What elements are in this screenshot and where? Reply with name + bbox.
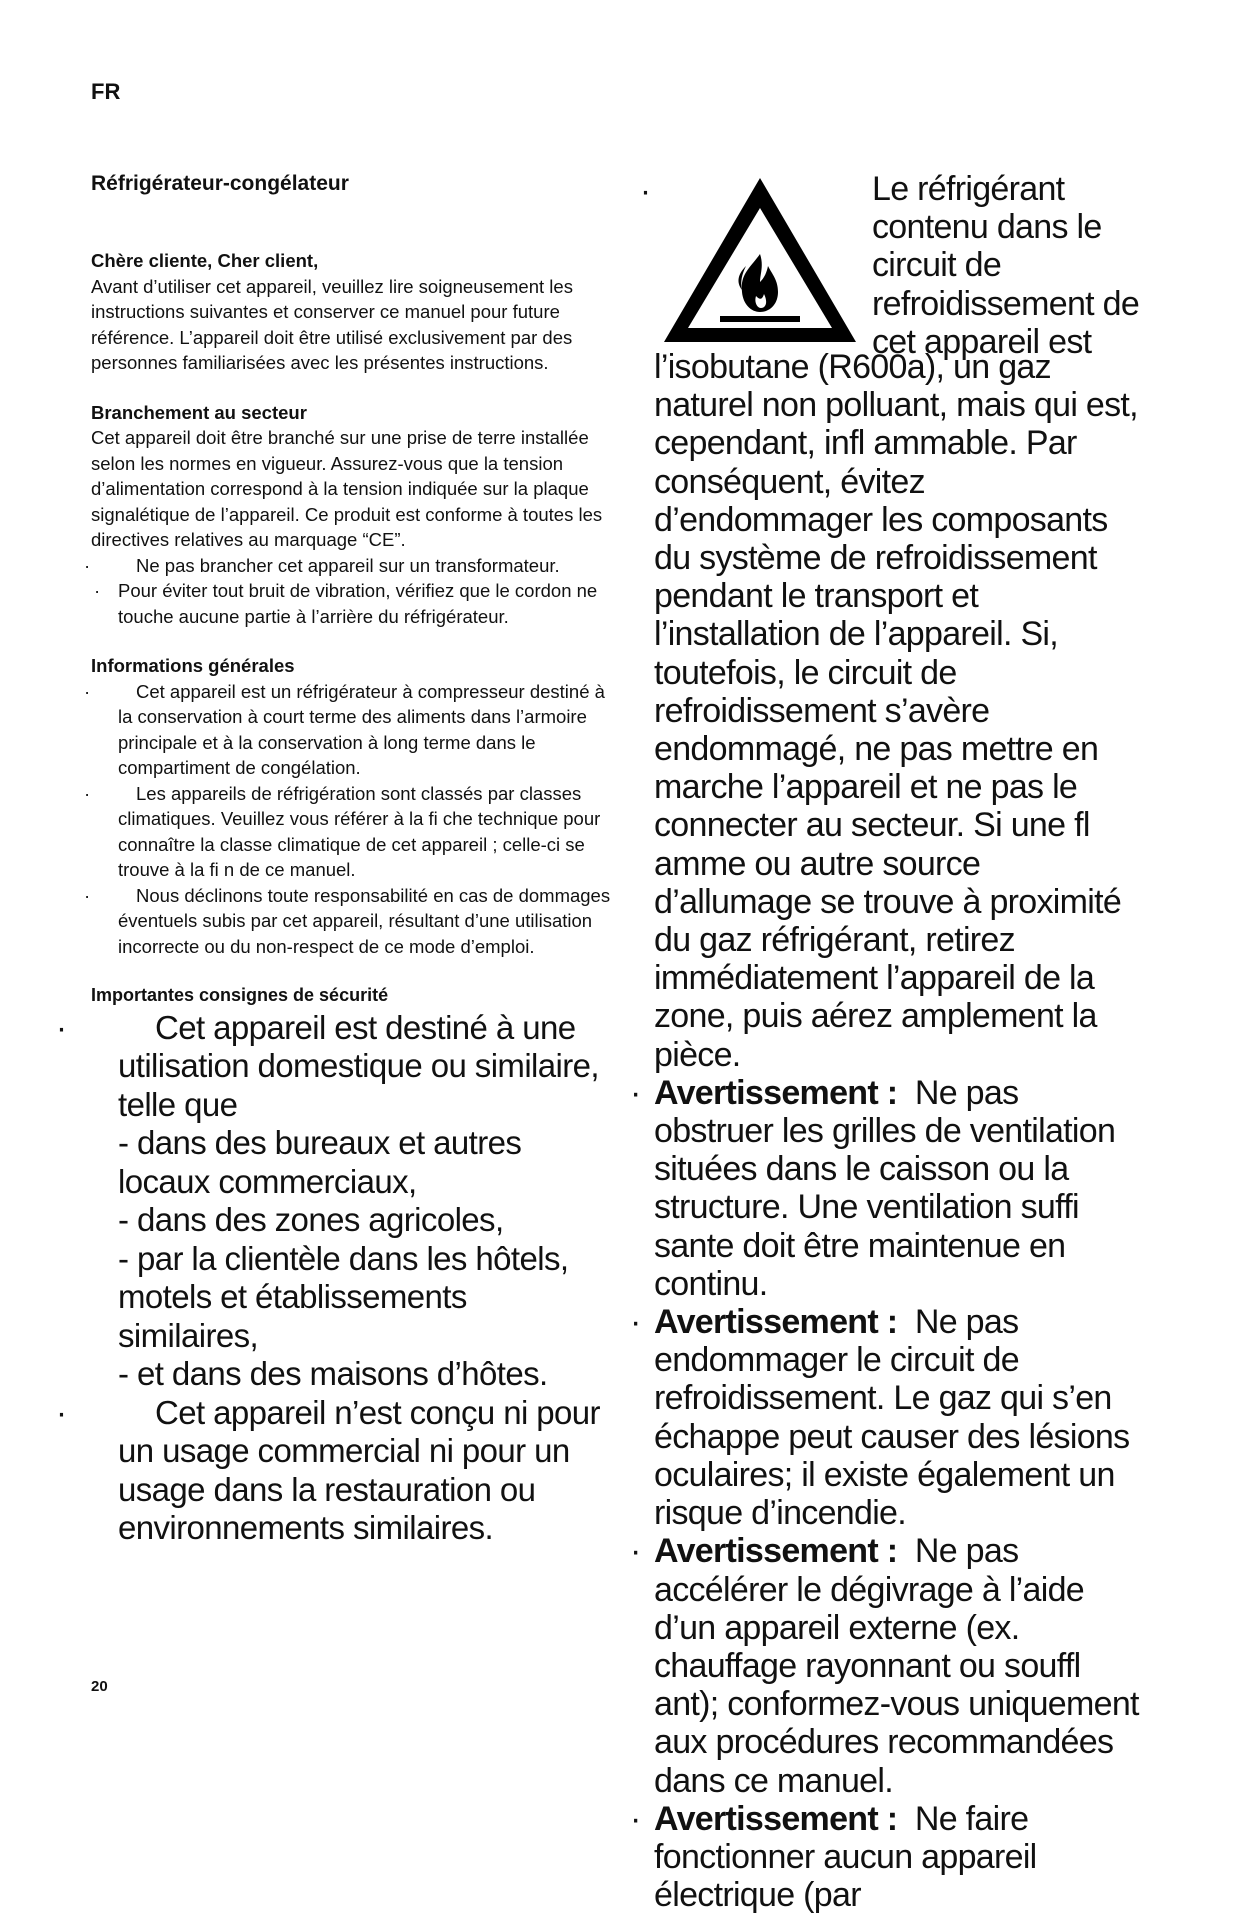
section-heading-securite: Importantes consignes de sécurité [91,985,389,1005]
section-heading-branchement: Branchement au secteur [91,401,307,423]
warning-item: · Avertissement : Ne faire fonctionner aucun appareil électrique (par [630,1799,1037,1914]
list-item: · Nous déclinons toute responsabilité en cas de dommages éventuels subis par cet appareil, résultant d’une utilisation incorrecte ou du non-respect de ce mode d’emploi. [84,884,611,957]
informations-list [84,679,611,960]
warning-item: · Avertissement : Ne pas obstruer les grilles de ventilation situées dans le caisson ou la structure. Une ventilation suffi sante doit être maintenue en continu. [630,1073,1116,1303]
sub-item: - par la clientèle dans les hôtels, motels et établissements similaires, [118,1239,569,1354]
list-item: · Cet appareil est un réfrigérateur à compresseur destiné à la conservation à court terme des aliments dans l’armoire principale et à la conservation à long terme dans le compartiment de congélation. [84,680,605,778]
list-item: · Pour éviter tout bruit de vibration, vérifiez que le cordon ne touche aucune partie à l’arrière du réfrigérateur. [94,580,598,627]
warning-item: · Avertissement : Ne pas accélérer le dégivrage à l’aide d’un appareil externe (ex. chauffage rayonnant ou souffl ant); conformez-vous uniquement aux procédures recommandées dans ce manuel. [630,1532,1139,1800]
list-item: · Cet appareil n’est conçu ni pour un usage commercial ni pour un usage dans la restauration ou environnements similaires. [56,1393,600,1546]
intro-paragraph: Avant d’utiliser cet appareil, veuillez lire soigneusement les instructions suivantes et conserver ce manuel pour future référence. L’appareil doit être utilisé exclusivement par des personnes familiarisées avec les présentes instructions. [91,275,573,373]
sub-item: - dans des bureaux et autres locaux commerciaux, [118,1124,522,1200]
securite-list [56,1008,611,1548]
sub-item: - dans des zones agricoles, [118,1201,504,1238]
section-heading-informations: Informations générales [91,655,295,676]
warning-intro: Le réfrigérant contenu dans le circuit de refroidissement de cet appareil est [872,170,1140,361]
branchement-paragraph: Cet appareil doit être branché sur une prise de terre installée selon les normes en vigueur. Assurez-vous que la tension d’alimentation correspond à la tension indiquée sur la plaque signalétique de l’appareil. Ce produit est conforme à toutes les directives relatives au marquage “CE”. [91,427,603,550]
warnings-list [630,1073,1140,1914]
warning-body: l’isobutane (R600a), un gaz naturel non polluant, mais qui est, cependant, infl ammable. Par conséquent, évitez d’endommager les composants du système de refroidissement pendant le transport et l’installation de l’appareil. Si, toutefois, le circuit de refroidissement s’avère endommagé, ne pas mettre en marche l’appareil et ne pas le connecter au secteur. Si une fl amme ou autre source d’allumage se trouve à proximité du gaz réfrigérant, retirez immédiatement l’appareil de la zone, puis aérez amplement la pièce. [654,348,1138,1074]
warning-item: · Avertissement : Ne pas endommager le circuit de refroidissement. Le gaz qui s’en échappe peut causer des lésions oculaires; il existe également un risque d’incendie. [630,1303,1130,1533]
language-code: FR [91,79,121,104]
right-column [630,170,1140,1914]
left-column [56,172,611,1548]
sub-item: - et dans des maisons d’hôtes. [118,1355,548,1392]
list-item: · Les appareils de réfrigération sont classés par classes climatiques. Veuillez vous référer à la fi che technique pour connaître la classe climatique de cet appareil ; celle-ci se trouve à la fi n de ce manuel. [84,782,601,880]
greeting: Chère cliente, Cher client, [91,250,319,271]
page-title: Réfrigérateur-congélateur [91,172,349,195]
flammable-warning-icon [656,170,864,350]
list-item: · Cet appareil est destiné à une utilisation domestique ou similaire, telle que [56,1008,599,1123]
list-item: · Ne pas brancher cet appareil sur un transformateur. [84,554,560,576]
branchement-list [84,553,611,630]
page-number: 20 [91,1678,108,1695]
flammable-warning: · Le réfrigérant contenu dans le circuit de refroidissement de cet appareil est [640,170,1140,348]
